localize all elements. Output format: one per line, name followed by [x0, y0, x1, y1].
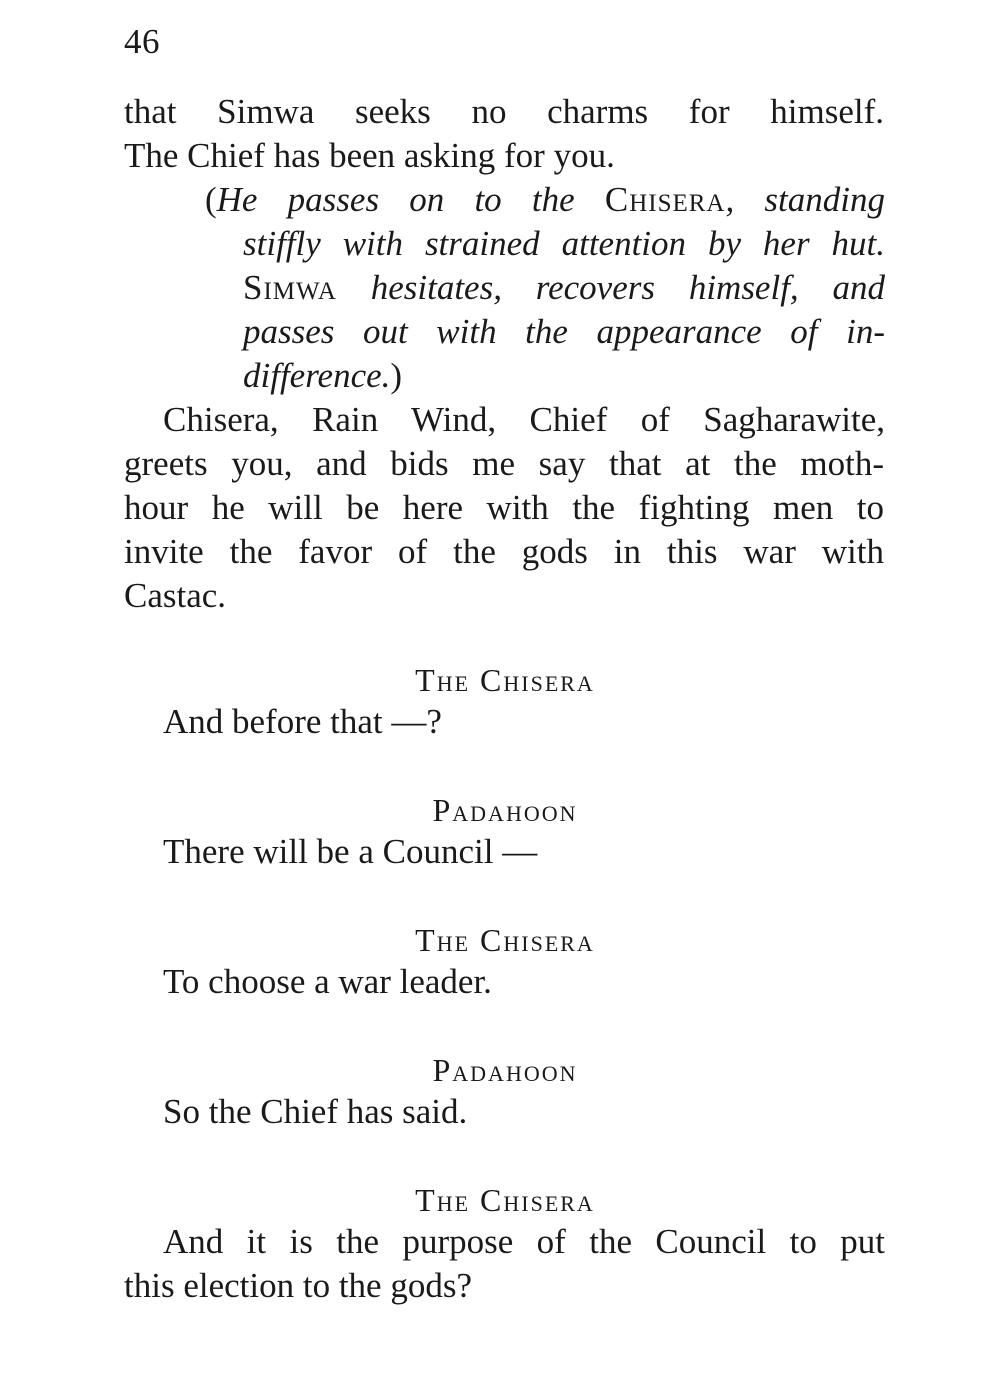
speaker-name: The Chisera	[415, 1182, 595, 1218]
text-line: that Simwa seeks no charms for himself.	[124, 92, 884, 131]
speaker-name: Padahoon	[432, 792, 578, 828]
stage-direction-line	[243, 354, 402, 398]
open-paren: (	[205, 180, 217, 219]
stage-direction-line	[205, 178, 885, 222]
speech-line: greets you, and bids me say that at the moth-	[124, 444, 884, 483]
character-name: Simwa	[243, 268, 337, 307]
dialogue-line: And before that —?	[163, 702, 442, 741]
dialogue-line: To choose a war leader.	[163, 962, 492, 1001]
dialogue-line: this election to the gods?	[124, 1266, 472, 1305]
dialogue-line: And it is the purpose of the Council to put	[163, 1222, 885, 1261]
speech-line: Chisera, Rain Wind, Chief of Sagharawite,	[163, 400, 885, 439]
stage-text: He passes on to the	[216, 180, 575, 219]
dialogue-line: So the Chief has said.	[163, 1092, 468, 1131]
stage-text: difference.	[243, 356, 391, 395]
speaker-name: Padahoon	[432, 1052, 578, 1088]
speech-line: invite the favor of the gods in this war with	[124, 532, 884, 571]
speaker-name: The Chisera	[415, 922, 595, 958]
stage-direction-line	[243, 266, 885, 310]
stage-text: hesitates, recovers himself, and	[336, 268, 885, 307]
speech-line: Castac.	[124, 576, 227, 615]
stage-direction-line: passes out with the appearance of in-	[243, 312, 885, 351]
speech-line: hour he will be here with the fighting men to	[124, 488, 884, 527]
text-line: The Chief has been asking for you.	[124, 136, 615, 175]
dialogue-line: There will be a Council —	[163, 832, 538, 871]
character-name: Chisera	[604, 180, 726, 219]
stage-text: , standing	[725, 180, 885, 219]
close-paren: )	[390, 356, 403, 395]
speaker-name: The Chisera	[415, 662, 595, 698]
page-number: 46	[124, 22, 160, 61]
stage-direction-line: stiffly with strained attention by her hut.	[243, 224, 885, 263]
